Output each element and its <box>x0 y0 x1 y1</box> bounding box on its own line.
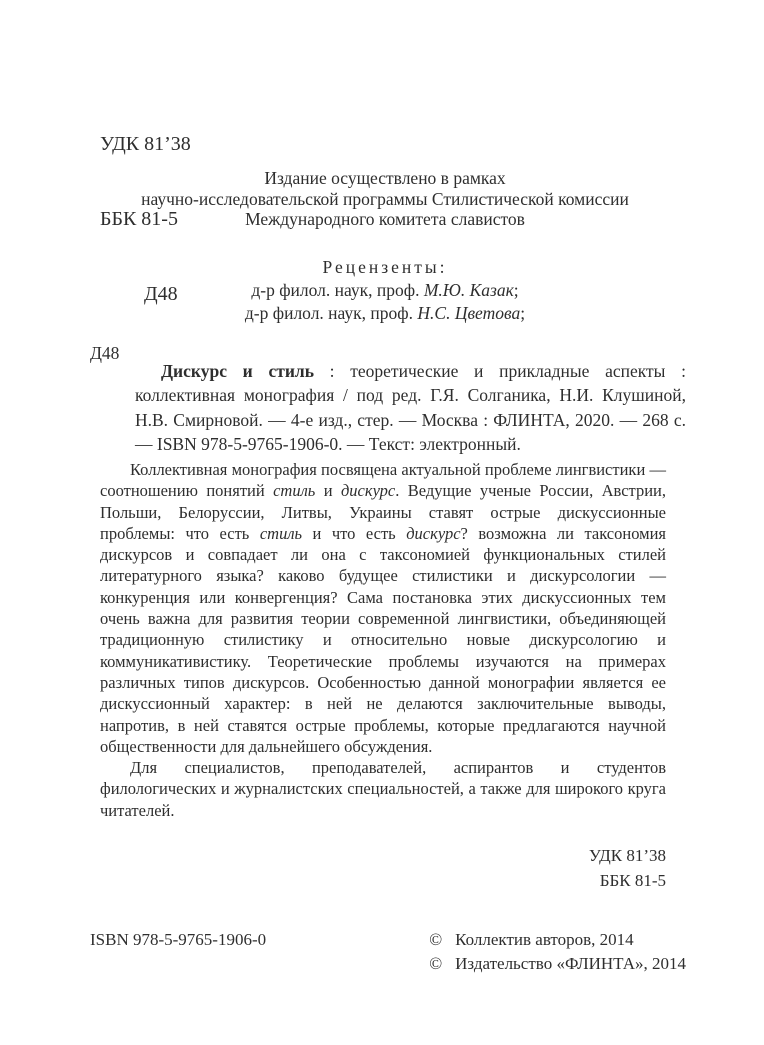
text-segment: д-р филол. наук, проф. <box>244 303 418 323</box>
text-segment: : теоретические и прикладные аспекты : коллективная монография / под ред. Г.Я. Солганика, Н.И. Клушиной, Н.В. Смирновой. — 4-е изд., стер. — Москва : ФЛИНТА, 2020. — 268 с. — ISBN 978-5-9765-1906-0. — Текст: электронный. <box>135 360 687 454</box>
text-segment: и <box>315 481 341 501</box>
bbk-code-bottom: ББК 81-5 <box>599 871 666 890</box>
text-segment: д-р филол. наук, проф. <box>251 280 424 300</box>
udk-code-bottom: УДК 81’38 <box>588 846 666 865</box>
annotation-paragraph <box>100 757 666 821</box>
copyright-line <box>429 928 686 952</box>
reviewer-line <box>85 302 685 325</box>
footer <box>90 928 686 976</box>
reviewers-section <box>85 256 685 325</box>
edition-note-line: научно-исследовательской программы Стилистической комиссии <box>141 188 629 209</box>
text-segment: стиль <box>259 523 303 543</box>
text-segment: дискурс <box>340 481 396 501</box>
edition-note <box>85 168 685 230</box>
catalog-codes-bottom <box>100 843 666 893</box>
text-segment: © <box>429 954 443 973</box>
catalog-entry <box>90 341 686 474</box>
text-segment: Издательство «ФЛИНТА», 2014 <box>455 954 686 973</box>
edition-note-line: Издание осуществлено в рамках <box>264 168 506 188</box>
text-segment: Дискурс и стиль <box>161 360 314 381</box>
text-segment: стиль <box>273 481 316 501</box>
reviewers-list <box>85 279 685 325</box>
copyright-block <box>429 928 686 976</box>
copyright-line <box>429 952 686 976</box>
text-segment: ? возможна ли таксономия дискурсов и совпадает ли она с таксономией функциональных стилей литературного языка? каково будущее стилистики и дискурсологии — конкуренция или конвергенция? Сама постановка этих дискуссионных тем очень важна для развития теории современной лингвистики, объединяющей традиционную стилистику и относительно новые дискурсологию и коммуникативистику. Теоретические проблемы изучаются на примерах различных типов дискурсов. Особенностью данной монографии является ее дискуссионный характер: в ней не делаются заключительные выводы, напротив, в ней ставятся острые проблемы, которые предлагаются научной общественности для дальнейшего обсуждения. <box>100 523 667 756</box>
text-segment: ; <box>520 303 526 323</box>
annotation-paragraph <box>100 459 666 757</box>
text-segment: © <box>429 930 443 949</box>
catalog-entry-text <box>135 359 686 457</box>
text-segment: Для специалистов, преподавателей, аспирантов и студентов филологических и журналистских специальностей, а также для широкого круга читателей. <box>100 758 666 820</box>
reviewers-heading: Рецензенты: <box>322 257 448 277</box>
udk-code: УДК 81’38 <box>100 133 191 155</box>
text-segment: дискурс <box>406 523 461 543</box>
text-segment: ; <box>513 280 519 300</box>
catalog-entry-code: Д48 <box>90 343 120 363</box>
text-segment: Коллективная монография посвящена актуальной проблеме лингвистики — соотношению понятий <box>100 460 666 501</box>
author-sign-code: Д48 <box>144 283 178 305</box>
isbn: ISBN 978-5-9765-1906-0 <box>90 930 267 949</box>
text-segment: Коллектив авторов, 2014 <box>455 930 634 949</box>
reviewer-line <box>85 279 685 302</box>
edition-note-line: Международного комитета славистов <box>245 209 525 229</box>
text-segment: М.Ю. Казак <box>423 280 514 300</box>
text-segment: . Ведущие ученые России, Австрии, Польши, Белоруссии, Литвы, Украины ставят острые дискуссионные проблемы: что есть <box>100 481 666 543</box>
text-segment: Н.С. Цветова <box>417 303 521 323</box>
bbk-code: ББК 81-5 <box>100 208 178 230</box>
annotation <box>100 459 666 821</box>
text-segment: и что есть <box>302 523 407 543</box>
